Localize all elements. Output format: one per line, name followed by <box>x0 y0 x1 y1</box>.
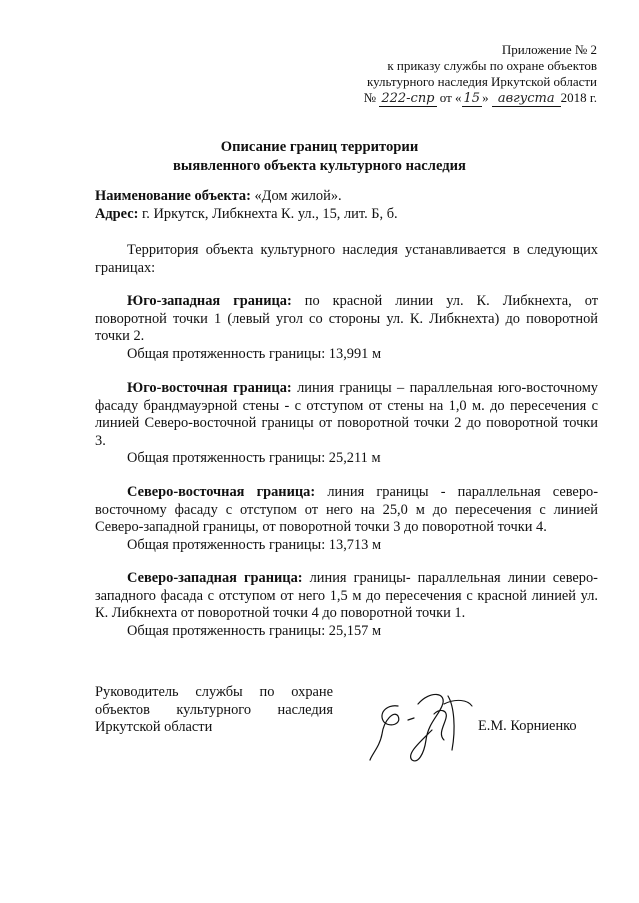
boundary-length: Общая протяженность границы: 13,991 м <box>127 345 382 362</box>
boundary-heading: Северо-восточная граница: <box>127 484 316 500</box>
boundary-section-northeast <box>95 484 598 554</box>
boundary-section-southwest <box>95 293 598 363</box>
object-address-line <box>95 206 598 224</box>
object-name-line <box>95 188 598 206</box>
boundary-length: Общая протяженность границы: 25,157 м <box>127 622 382 639</box>
appendix-line-1: Приложение № 2 <box>501 42 597 57</box>
boundary-section-northwest <box>95 570 598 640</box>
boundary-text: линия границы - параллельная северо-восточному фасаду с отступом от него на 25,0 м до пересечения с линией Северо-западной границы, от поворотной точки 3 до поворотной точки 4. <box>95 484 599 535</box>
boundary-heading: Северо-западная граница: <box>127 570 303 586</box>
order-number-handwritten: 222-спр <box>381 91 435 106</box>
boundary-heading: Юго-западная граница: <box>127 293 292 309</box>
object-identity <box>95 188 598 223</box>
boundary-description <box>95 484 598 537</box>
boundary-description <box>95 380 598 450</box>
intro-text: Территория объекта культурного наследия устанавливается в следующих границах: <box>95 242 598 276</box>
object-name-value: «Дом жилой». <box>250 188 342 204</box>
object-address-value: г. Иркутск, Либкнехта К. ул., 15, лит. Б, б. <box>138 205 398 222</box>
order-year: 2018 г. <box>560 90 597 105</box>
boundary-description <box>95 293 598 346</box>
appendix-line-3: культурного наследия Иркутской области <box>366 74 597 89</box>
boundary-description <box>95 570 598 623</box>
appendix-header <box>237 42 597 107</box>
signatory-name: Е.М. Корниенко <box>478 718 577 734</box>
order-number-prefix: № <box>363 90 377 105</box>
order-month-handwritten: августа <box>492 91 561 107</box>
object-name-label: Наименование объекта: <box>95 188 251 204</box>
document-title <box>0 138 639 176</box>
handwritten-signature <box>368 684 478 766</box>
order-date-close: » <box>482 90 489 105</box>
appendix-order-line <box>237 90 597 107</box>
boundary-text: линия границы – параллельная юго-восточному фасаду брандмауэрной стены - с отступом от стены на 1,0 м. до пересечения с линией Северо-восточной границы от поворотной точки 2 до поворотной точки 3. <box>95 380 598 449</box>
title-line-2: выявленного объекта культурного наследия <box>173 158 466 174</box>
intro-paragraph <box>95 242 598 277</box>
object-address-label: Адрес: <box>95 205 139 222</box>
boundary-length: Общая протяженность границы: 25,211 м <box>127 450 381 466</box>
order-day-handwritten: 15 <box>463 91 481 106</box>
title-line-1: Описание границ территории <box>220 139 419 155</box>
boundary-text: линия границы- параллельная линии северо-западного фасада с отступом от него 1,5 м до пересечения с красной линией ул. К. Либкнехта от поворотной точки 4 до поворотной точки 1. <box>95 570 598 621</box>
signatory-position: Руководитель службы по охране объектов культурного наследия Иркутской области <box>95 684 333 735</box>
boundary-text: по красной линии ул. К. Либкнехта, от поворотной точки 1 (левый угол со стороны ул. К. Либкнехта) до поворотной точки 2. <box>95 293 599 344</box>
boundary-section-southeast <box>95 380 598 468</box>
order-date-from: от « <box>439 90 462 105</box>
boundary-length: Общая протяженность границы: 13,713 м <box>127 536 382 553</box>
appendix-line-2: к приказу службы по охране объектов <box>387 58 597 73</box>
boundary-heading: Юго-восточная граница: <box>127 380 292 396</box>
